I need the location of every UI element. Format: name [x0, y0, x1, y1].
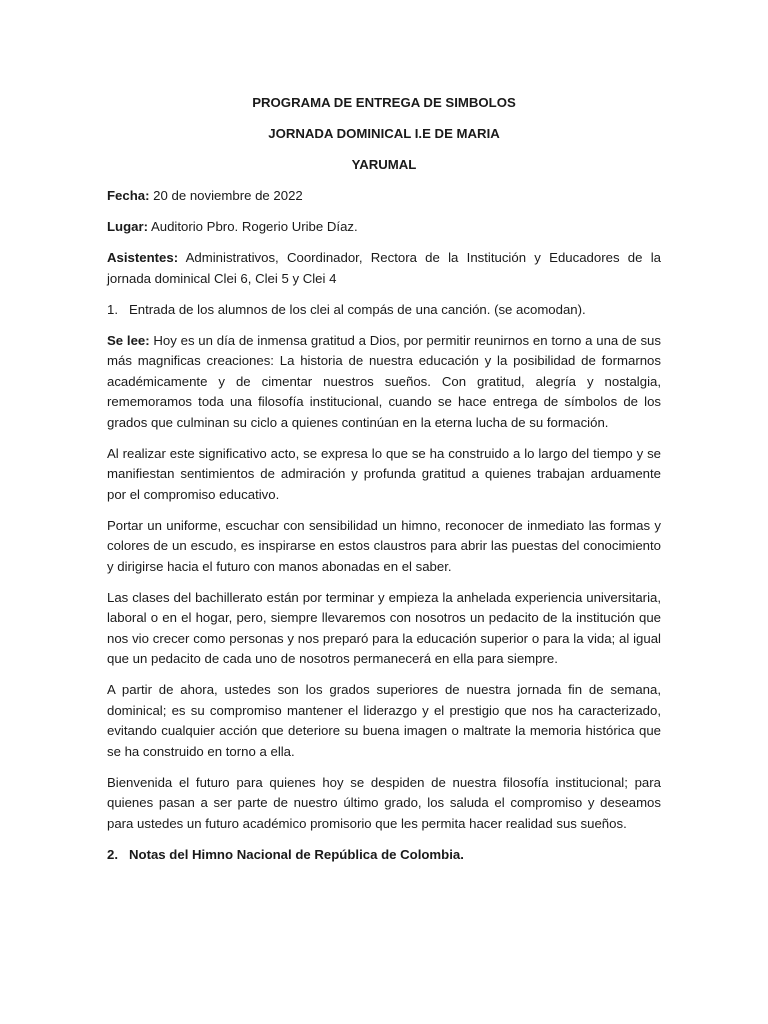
paragraph-3: Portar un uniforme, escuchar con sensibilidad un himno, reconocer de inmediato las formas y colores de un escudo, es inspirarse en estos claustros para abrir las puestas del conocimiento y dirigirse hacia el futuro con manos abonadas en el saber.	[107, 517, 661, 574]
list-item-1	[107, 300, 661, 321]
document-title: PROGRAMA DE ENTREGA DE SIMBOLOS	[252, 95, 516, 110]
document-page	[107, 91, 661, 876]
list-item-number: 2.	[107, 846, 118, 862]
fecha-label: Fecha:	[107, 188, 150, 203]
asistentes-value: Administrativos, Coordinador, Rectora de la Institución y Educadores de la jornada dominical Clei 6, Clei 5 y Clei 4	[107, 250, 661, 286]
paragraph-4: Las clases del bachillerato están por terminar y empieza la anhelada experiencia universitaria, laboral o en el hogar, pero, siempre llevaremos con nosotros un pedacito de la institución que nos vio crecer como personas y nos preparó para la educación superior o para la vida; al igual que un pedacito de cada uno de nosotros permanecerá en ella para siempre.	[107, 589, 661, 666]
paragraph-6: Bienvenida el futuro para quienes hoy se despiden de nuestra filosofía institucional; para quienes pasan a ser parte de nuestro último grado, los saluda el compromiso y deseamos para ustedes un futuro académico promisorio que les permita hacer realidad sus sueños.	[107, 774, 661, 831]
paragraph-2: Al realizar este significativo acto, se expresa lo que se ha construido a lo largo del tiempo y se manifiestan sentimientos de admiración y profunda gratitud a quienes trabajan arduamente por el compromiso educativo.	[107, 445, 661, 502]
list-item-2	[107, 845, 661, 866]
list-item-text: Notas del Himno Nacional de República de Colombia.	[129, 846, 464, 862]
fecha-line	[107, 186, 661, 207]
document-location-heading: YARUMAL	[351, 157, 417, 172]
asistentes-label: Asistentes:	[107, 250, 179, 265]
list-item-text: Entrada de los alumnos de los clei al compás de una canción. (se acomodan).	[129, 301, 586, 317]
paragraph-5: A partir de ahora, ustedes son los grados superiores de nuestra jornada fin de semana, dominical; es su compromiso mantener el liderazgo y el prestigio que nos ha caracterizado, evitando cualquier acción que deteriore su buena imagen o maltrate la memoria histórica que se ha construido en torno a ella.	[107, 682, 661, 759]
se-lee-text: Hoy es un día de inmensa gratitud a Dios, por permitir reunirnos en torno a una de sus más magnificas creaciones: La historia de nuestra educación y la posibilidad de formarnos académicamente y de cimentar nuestros sueños. Con gratitud, alegría y nostalgia, rememoramos toda una filosofía institucional, cuando se hace entrega de símbolos de los grados que culminan su ciclo a quienes continúan en la eterna lucha de su formación.	[107, 332, 661, 430]
asistentes-line	[107, 248, 661, 289]
document-subtitle: JORNADA DOMINICAL I.E DE MARIA	[268, 126, 500, 141]
lugar-label: Lugar:	[107, 219, 149, 234]
se-lee-label: Se lee:	[107, 332, 150, 348]
lugar-line	[107, 217, 661, 238]
fecha-value: 20 de noviembre de 2022	[149, 188, 303, 203]
se-lee-paragraph	[107, 331, 661, 434]
list-item-number: 1.	[107, 301, 118, 317]
lugar-value: Auditorio Pbro. Rogerio Uribe Díaz.	[148, 219, 358, 234]
